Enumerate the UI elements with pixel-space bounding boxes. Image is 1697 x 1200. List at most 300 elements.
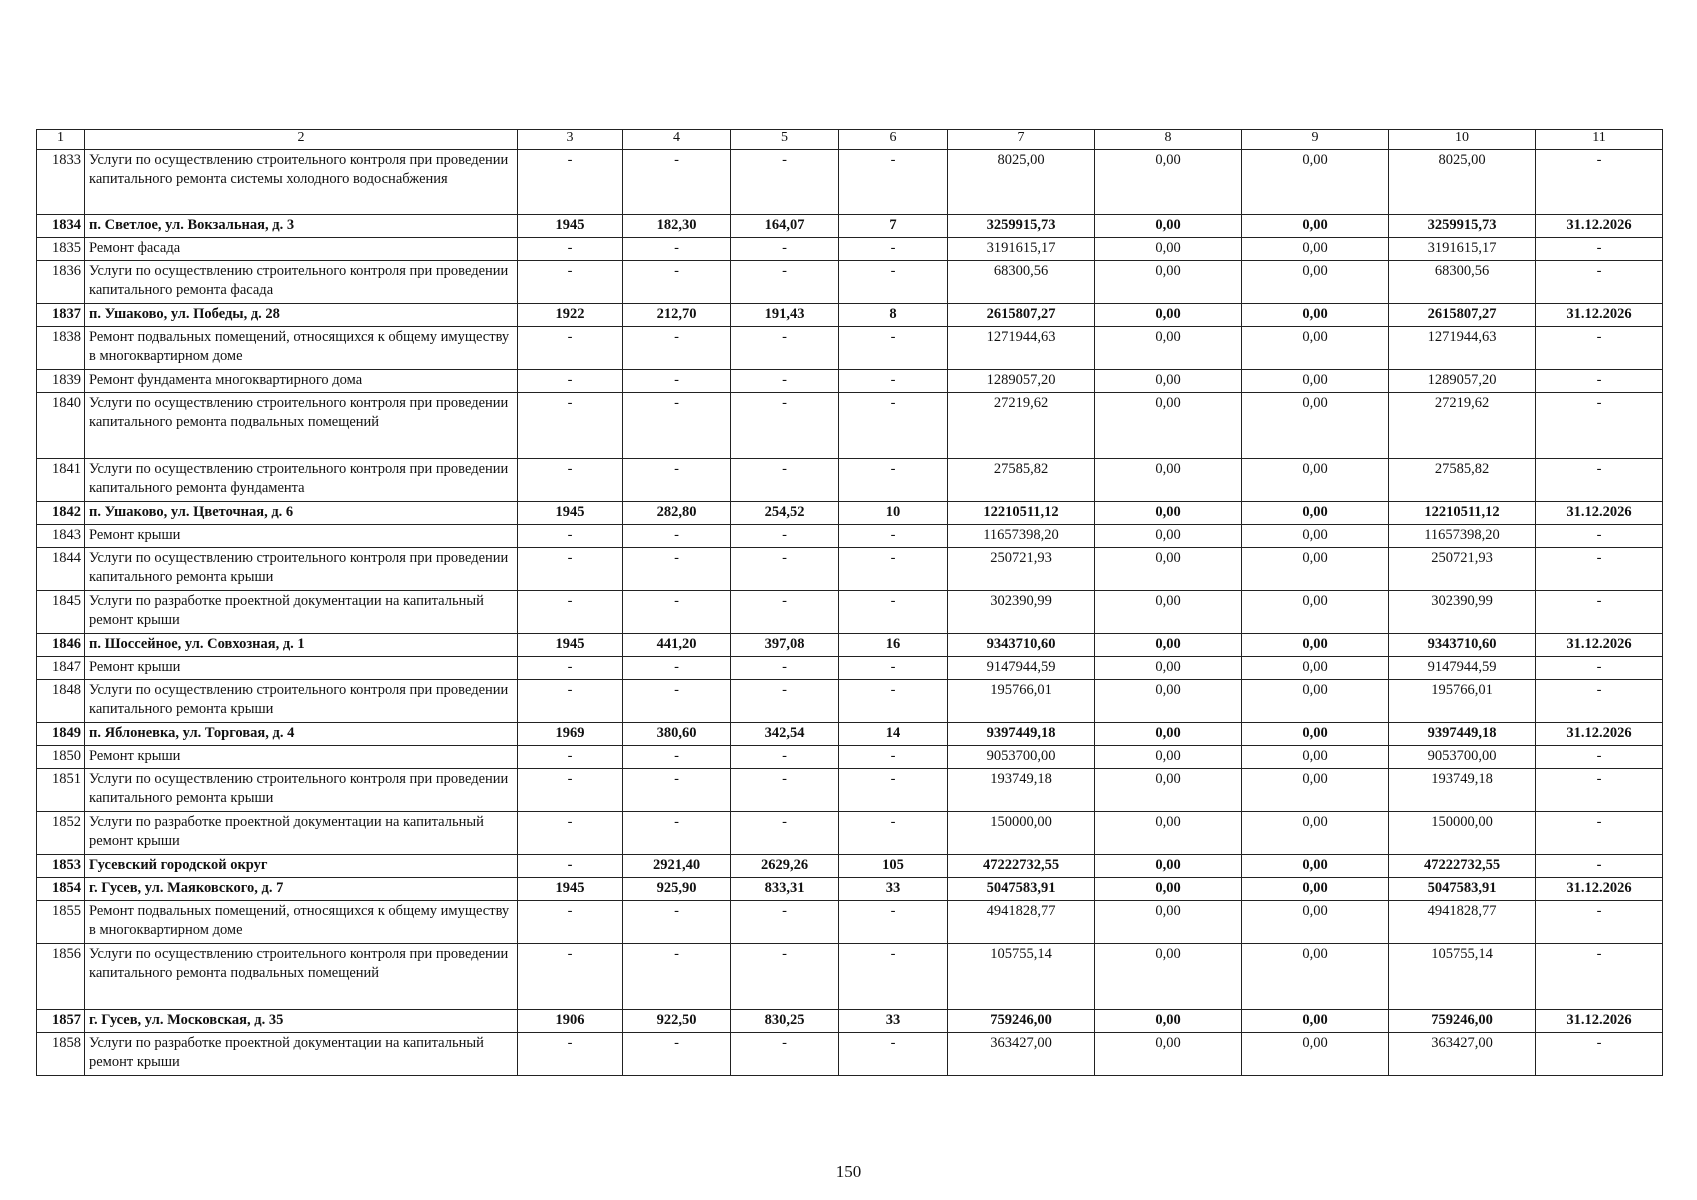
year-built-cell: - bbox=[518, 746, 623, 769]
residents-count-cell: - bbox=[839, 459, 948, 502]
fund-source-2-cell: 0,00 bbox=[1242, 680, 1389, 723]
completion-date-cell: 31.12.2026 bbox=[1536, 1010, 1663, 1033]
row-number-cell: 1858 bbox=[37, 1033, 85, 1076]
item-name-cell: Услуги по разработке проектной документации на капитальный ремонт крыши bbox=[85, 591, 518, 634]
residential-area-cell: - bbox=[731, 393, 839, 459]
year-built-cell: 1906 bbox=[518, 1010, 623, 1033]
table-row bbox=[37, 459, 1663, 502]
residents-count-cell: - bbox=[839, 944, 948, 1010]
row-number-cell: 1835 bbox=[37, 238, 85, 261]
total-cost-cell: 8025,00 bbox=[948, 150, 1095, 215]
fund-source-2-cell: 0,00 bbox=[1242, 878, 1389, 901]
total-cost-cell: 47222732,55 bbox=[948, 855, 1095, 878]
table-row bbox=[37, 370, 1663, 393]
fund-source-1-cell: 0,00 bbox=[1095, 502, 1242, 525]
residential-area-cell: - bbox=[731, 746, 839, 769]
year-built-cell: - bbox=[518, 370, 623, 393]
total-cost-cell: 12210511,12 bbox=[948, 502, 1095, 525]
table-row bbox=[37, 238, 1663, 261]
item-name-cell: Ремонт крыши bbox=[85, 657, 518, 680]
table-row bbox=[37, 327, 1663, 370]
residential-area-cell: 397,08 bbox=[731, 634, 839, 657]
row-number-cell: 1853 bbox=[37, 855, 85, 878]
residential-area-cell: 164,07 bbox=[731, 215, 839, 238]
item-name-cell: Ремонт крыши bbox=[85, 525, 518, 548]
completion-date-cell: - bbox=[1536, 393, 1663, 459]
row-number-cell: 1836 bbox=[37, 261, 85, 304]
year-built-cell: - bbox=[518, 238, 623, 261]
fund-source-2-cell: 0,00 bbox=[1242, 944, 1389, 1010]
completion-date-cell: 31.12.2026 bbox=[1536, 878, 1663, 901]
total-cost-cell: 1271944,63 bbox=[948, 327, 1095, 370]
item-name-cell: Услуги по осуществлению строительного контроля при проведении капитального ремонта крыши bbox=[85, 769, 518, 812]
total-area-cell: - bbox=[623, 393, 731, 459]
fund-source-2-cell: 0,00 bbox=[1242, 1010, 1389, 1033]
total-cost-cell: 250721,93 bbox=[948, 548, 1095, 591]
fund-source-2-cell: 0,00 bbox=[1242, 459, 1389, 502]
fund-source-1-cell: 0,00 bbox=[1095, 634, 1242, 657]
fund-source-2-cell: 0,00 bbox=[1242, 1033, 1389, 1076]
item-name-cell: Услуги по осуществлению строительного контроля при проведении капитального ремонта крыши bbox=[85, 680, 518, 723]
item-name-cell: Гусевский городской округ bbox=[85, 855, 518, 878]
year-built-cell: - bbox=[518, 680, 623, 723]
residents-count-cell: - bbox=[839, 769, 948, 812]
fund-source-3-cell: 250721,93 bbox=[1389, 548, 1536, 591]
fund-source-3-cell: 363427,00 bbox=[1389, 1033, 1536, 1076]
completion-date-cell: - bbox=[1536, 591, 1663, 634]
residential-area-cell: - bbox=[731, 901, 839, 944]
total-area-cell: - bbox=[623, 525, 731, 548]
fund-source-1-cell: 0,00 bbox=[1095, 855, 1242, 878]
completion-date-cell: - bbox=[1536, 746, 1663, 769]
item-name-cell: п. Светлое, ул. Вокзальная, д. 3 bbox=[85, 215, 518, 238]
column-header: 4 bbox=[623, 130, 731, 150]
residential-area-cell: - bbox=[731, 459, 839, 502]
capital-repair-table bbox=[36, 129, 1663, 1076]
fund-source-3-cell: 2615807,27 bbox=[1389, 304, 1536, 327]
item-name-cell: п. Ушаково, ул. Победы, д. 28 bbox=[85, 304, 518, 327]
item-name-cell: г. Гусев, ул. Московская, д. 35 bbox=[85, 1010, 518, 1033]
table-row bbox=[37, 746, 1663, 769]
table-row bbox=[37, 591, 1663, 634]
fund-source-2-cell: 0,00 bbox=[1242, 370, 1389, 393]
completion-date-cell: - bbox=[1536, 327, 1663, 370]
total-area-cell: - bbox=[623, 944, 731, 1010]
fund-source-2-cell: 0,00 bbox=[1242, 634, 1389, 657]
completion-date-cell: - bbox=[1536, 855, 1663, 878]
year-built-cell: - bbox=[518, 393, 623, 459]
fund-source-3-cell: 47222732,55 bbox=[1389, 855, 1536, 878]
column-number-row bbox=[37, 130, 1663, 150]
total-area-cell: - bbox=[623, 680, 731, 723]
row-number-cell: 1834 bbox=[37, 215, 85, 238]
fund-source-3-cell: 5047583,91 bbox=[1389, 878, 1536, 901]
residents-count-cell: - bbox=[839, 680, 948, 723]
residential-area-cell: - bbox=[731, 525, 839, 548]
total-cost-cell: 9053700,00 bbox=[948, 746, 1095, 769]
completion-date-cell: - bbox=[1536, 812, 1663, 855]
fund-source-1-cell: 0,00 bbox=[1095, 657, 1242, 680]
fund-source-1-cell: 0,00 bbox=[1095, 769, 1242, 812]
table-row bbox=[37, 657, 1663, 680]
row-number-cell: 1840 bbox=[37, 393, 85, 459]
fund-source-1-cell: 0,00 bbox=[1095, 944, 1242, 1010]
residents-count-cell: - bbox=[839, 393, 948, 459]
fund-source-1-cell: 0,00 bbox=[1095, 327, 1242, 370]
residents-count-cell: - bbox=[839, 238, 948, 261]
row-number-cell: 1854 bbox=[37, 878, 85, 901]
fund-source-2-cell: 0,00 bbox=[1242, 327, 1389, 370]
residents-count-cell: 33 bbox=[839, 878, 948, 901]
table-row bbox=[37, 944, 1663, 1010]
item-name-cell: Услуги по осуществлению строительного контроля при проведении капитального ремонта подвальных помещений bbox=[85, 393, 518, 459]
fund-source-3-cell: 68300,56 bbox=[1389, 261, 1536, 304]
row-number-cell: 1833 bbox=[37, 150, 85, 215]
total-area-cell: - bbox=[623, 370, 731, 393]
table-row bbox=[37, 769, 1663, 812]
row-number-cell: 1837 bbox=[37, 304, 85, 327]
table-row bbox=[37, 502, 1663, 525]
item-name-cell: п. Ушаково, ул. Цветочная, д. 6 bbox=[85, 502, 518, 525]
residential-area-cell: - bbox=[731, 327, 839, 370]
completion-date-cell: 31.12.2026 bbox=[1536, 502, 1663, 525]
fund-source-1-cell: 0,00 bbox=[1095, 548, 1242, 591]
table-row bbox=[37, 261, 1663, 304]
total-area-cell: 441,20 bbox=[623, 634, 731, 657]
residents-count-cell: 16 bbox=[839, 634, 948, 657]
fund-source-3-cell: 8025,00 bbox=[1389, 150, 1536, 215]
column-header: 6 bbox=[839, 130, 948, 150]
total-cost-cell: 27585,82 bbox=[948, 459, 1095, 502]
fund-source-3-cell: 3191615,17 bbox=[1389, 238, 1536, 261]
fund-source-1-cell: 0,00 bbox=[1095, 261, 1242, 304]
fund-source-3-cell: 9397449,18 bbox=[1389, 723, 1536, 746]
row-number-cell: 1839 bbox=[37, 370, 85, 393]
row-number-cell: 1849 bbox=[37, 723, 85, 746]
row-number-cell: 1838 bbox=[37, 327, 85, 370]
residential-area-cell: 191,43 bbox=[731, 304, 839, 327]
fund-source-1-cell: 0,00 bbox=[1095, 525, 1242, 548]
item-name-cell: Услуги по осуществлению строительного контроля при проведении капитального ремонта системы холодного водоснабжения bbox=[85, 150, 518, 215]
column-header: 1 bbox=[37, 130, 85, 150]
year-built-cell: - bbox=[518, 150, 623, 215]
total-cost-cell: 3191615,17 bbox=[948, 238, 1095, 261]
residents-count-cell: - bbox=[839, 746, 948, 769]
residential-area-cell: 342,54 bbox=[731, 723, 839, 746]
residential-area-cell: 254,52 bbox=[731, 502, 839, 525]
total-cost-cell: 68300,56 bbox=[948, 261, 1095, 304]
residential-area-cell: - bbox=[731, 150, 839, 215]
year-built-cell: 1969 bbox=[518, 723, 623, 746]
total-cost-cell: 11657398,20 bbox=[948, 525, 1095, 548]
year-built-cell: - bbox=[518, 548, 623, 591]
completion-date-cell: - bbox=[1536, 769, 1663, 812]
year-built-cell: 1945 bbox=[518, 215, 623, 238]
residential-area-cell: - bbox=[731, 769, 839, 812]
fund-source-3-cell: 27585,82 bbox=[1389, 459, 1536, 502]
year-built-cell: - bbox=[518, 261, 623, 304]
column-header: 5 bbox=[731, 130, 839, 150]
table-row bbox=[37, 1010, 1663, 1033]
item-name-cell: Ремонт крыши bbox=[85, 746, 518, 769]
table-row bbox=[37, 304, 1663, 327]
column-header: 10 bbox=[1389, 130, 1536, 150]
fund-source-2-cell: 0,00 bbox=[1242, 261, 1389, 304]
completion-date-cell: - bbox=[1536, 680, 1663, 723]
total-area-cell: 2921,40 bbox=[623, 855, 731, 878]
row-number-cell: 1841 bbox=[37, 459, 85, 502]
year-built-cell: - bbox=[518, 657, 623, 680]
total-area-cell: - bbox=[623, 769, 731, 812]
completion-date-cell: - bbox=[1536, 238, 1663, 261]
residential-area-cell: 2629,26 bbox=[731, 855, 839, 878]
fund-source-3-cell: 302390,99 bbox=[1389, 591, 1536, 634]
total-area-cell: - bbox=[623, 1033, 731, 1076]
fund-source-1-cell: 0,00 bbox=[1095, 215, 1242, 238]
total-area-cell: - bbox=[623, 327, 731, 370]
residential-area-cell: - bbox=[731, 680, 839, 723]
residential-area-cell: - bbox=[731, 261, 839, 304]
row-number-cell: 1855 bbox=[37, 901, 85, 944]
year-built-cell: - bbox=[518, 901, 623, 944]
total-cost-cell: 2615807,27 bbox=[948, 304, 1095, 327]
total-cost-cell: 9147944,59 bbox=[948, 657, 1095, 680]
completion-date-cell: 31.12.2026 bbox=[1536, 723, 1663, 746]
fund-source-1-cell: 0,00 bbox=[1095, 723, 1242, 746]
item-name-cell: Услуги по осуществлению строительного контроля при проведении капитального ремонта фасада bbox=[85, 261, 518, 304]
fund-source-3-cell: 11657398,20 bbox=[1389, 525, 1536, 548]
row-number-cell: 1852 bbox=[37, 812, 85, 855]
residents-count-cell: 7 bbox=[839, 215, 948, 238]
residential-area-cell: - bbox=[731, 944, 839, 1010]
item-name-cell: Ремонт фасада bbox=[85, 238, 518, 261]
table-row bbox=[37, 393, 1663, 459]
row-number-cell: 1846 bbox=[37, 634, 85, 657]
fund-source-1-cell: 0,00 bbox=[1095, 238, 1242, 261]
residential-area-cell: 833,31 bbox=[731, 878, 839, 901]
year-built-cell: - bbox=[518, 525, 623, 548]
residents-count-cell: - bbox=[839, 812, 948, 855]
fund-source-2-cell: 0,00 bbox=[1242, 855, 1389, 878]
fund-source-1-cell: 0,00 bbox=[1095, 680, 1242, 723]
fund-source-1-cell: 0,00 bbox=[1095, 459, 1242, 502]
completion-date-cell: - bbox=[1536, 525, 1663, 548]
table-row bbox=[37, 812, 1663, 855]
row-number-cell: 1851 bbox=[37, 769, 85, 812]
fund-source-2-cell: 0,00 bbox=[1242, 657, 1389, 680]
residential-area-cell: - bbox=[731, 657, 839, 680]
table-row bbox=[37, 1033, 1663, 1076]
year-built-cell: - bbox=[518, 812, 623, 855]
year-built-cell: - bbox=[518, 591, 623, 634]
row-number-cell: 1857 bbox=[37, 1010, 85, 1033]
completion-date-cell: - bbox=[1536, 1033, 1663, 1076]
fund-source-3-cell: 3259915,73 bbox=[1389, 215, 1536, 238]
total-area-cell: - bbox=[623, 150, 731, 215]
residents-count-cell: - bbox=[839, 657, 948, 680]
completion-date-cell: - bbox=[1536, 150, 1663, 215]
fund-source-2-cell: 0,00 bbox=[1242, 238, 1389, 261]
table-row bbox=[37, 878, 1663, 901]
fund-source-3-cell: 12210511,12 bbox=[1389, 502, 1536, 525]
total-area-cell: - bbox=[623, 238, 731, 261]
item-name-cell: Услуги по осуществлению строительного контроля при проведении капитального ремонта крыши bbox=[85, 548, 518, 591]
total-cost-cell: 195766,01 bbox=[948, 680, 1095, 723]
total-area-cell: - bbox=[623, 261, 731, 304]
item-name-cell: Ремонт подвальных помещений, относящихся к общему имуществу в многоквартирном доме bbox=[85, 327, 518, 370]
residents-count-cell: - bbox=[839, 591, 948, 634]
fund-source-2-cell: 0,00 bbox=[1242, 901, 1389, 944]
total-cost-cell: 9343710,60 bbox=[948, 634, 1095, 657]
total-area-cell: 922,50 bbox=[623, 1010, 731, 1033]
fund-source-2-cell: 0,00 bbox=[1242, 769, 1389, 812]
residents-count-cell: - bbox=[839, 370, 948, 393]
completion-date-cell: - bbox=[1536, 548, 1663, 591]
fund-source-3-cell: 9343710,60 bbox=[1389, 634, 1536, 657]
column-header: 11 bbox=[1536, 130, 1663, 150]
table-row bbox=[37, 723, 1663, 746]
fund-source-2-cell: 0,00 bbox=[1242, 548, 1389, 591]
table-row bbox=[37, 525, 1663, 548]
year-built-cell: - bbox=[518, 944, 623, 1010]
residents-count-cell: - bbox=[839, 901, 948, 944]
fund-source-1-cell: 0,00 bbox=[1095, 901, 1242, 944]
row-number-cell: 1844 bbox=[37, 548, 85, 591]
fund-source-2-cell: 0,00 bbox=[1242, 150, 1389, 215]
table-row bbox=[37, 215, 1663, 238]
total-area-cell: - bbox=[623, 548, 731, 591]
total-area-cell: 282,80 bbox=[623, 502, 731, 525]
fund-source-2-cell: 0,00 bbox=[1242, 502, 1389, 525]
residential-area-cell: - bbox=[731, 591, 839, 634]
total-area-cell: 380,60 bbox=[623, 723, 731, 746]
fund-source-3-cell: 1271944,63 bbox=[1389, 327, 1536, 370]
fund-source-1-cell: 0,00 bbox=[1095, 150, 1242, 215]
total-area-cell: - bbox=[623, 901, 731, 944]
row-number-cell: 1845 bbox=[37, 591, 85, 634]
fund-source-3-cell: 27219,62 bbox=[1389, 393, 1536, 459]
fund-source-1-cell: 0,00 bbox=[1095, 746, 1242, 769]
total-area-cell: 182,30 bbox=[623, 215, 731, 238]
total-cost-cell: 759246,00 bbox=[948, 1010, 1095, 1033]
residents-count-cell: 8 bbox=[839, 304, 948, 327]
fund-source-3-cell: 4941828,77 bbox=[1389, 901, 1536, 944]
column-header: 8 bbox=[1095, 130, 1242, 150]
table-row bbox=[37, 150, 1663, 215]
item-name-cell: Услуги по осуществлению строительного контроля при проведении капитального ремонта фундамента bbox=[85, 459, 518, 502]
total-area-cell: - bbox=[623, 459, 731, 502]
residential-area-cell: - bbox=[731, 548, 839, 591]
table-row bbox=[37, 634, 1663, 657]
residential-area-cell: - bbox=[731, 1033, 839, 1076]
year-built-cell: - bbox=[518, 769, 623, 812]
fund-source-2-cell: 0,00 bbox=[1242, 746, 1389, 769]
column-header: 7 bbox=[948, 130, 1095, 150]
residents-count-cell: 10 bbox=[839, 502, 948, 525]
total-cost-cell: 4941828,77 bbox=[948, 901, 1095, 944]
total-cost-cell: 150000,00 bbox=[948, 812, 1095, 855]
total-cost-cell: 302390,99 bbox=[948, 591, 1095, 634]
document-sheet bbox=[36, 129, 1662, 1076]
row-number-cell: 1847 bbox=[37, 657, 85, 680]
table-body bbox=[37, 150, 1663, 1076]
fund-source-3-cell: 9147944,59 bbox=[1389, 657, 1536, 680]
residential-area-cell: - bbox=[731, 238, 839, 261]
fund-source-1-cell: 0,00 bbox=[1095, 812, 1242, 855]
completion-date-cell: - bbox=[1536, 459, 1663, 502]
total-area-cell: 925,90 bbox=[623, 878, 731, 901]
completion-date-cell: - bbox=[1536, 944, 1663, 1010]
row-number-cell: 1843 bbox=[37, 525, 85, 548]
year-built-cell: - bbox=[518, 327, 623, 370]
fund-source-3-cell: 9053700,00 bbox=[1389, 746, 1536, 769]
item-name-cell: г. Гусев, ул. Маяковского, д. 7 bbox=[85, 878, 518, 901]
residents-count-cell: - bbox=[839, 261, 948, 304]
fund-source-2-cell: 0,00 bbox=[1242, 393, 1389, 459]
residents-count-cell: - bbox=[839, 1033, 948, 1076]
fund-source-2-cell: 0,00 bbox=[1242, 723, 1389, 746]
completion-date-cell: - bbox=[1536, 657, 1663, 680]
year-built-cell: - bbox=[518, 1033, 623, 1076]
total-area-cell: - bbox=[623, 657, 731, 680]
completion-date-cell: 31.12.2026 bbox=[1536, 215, 1663, 238]
year-built-cell: - bbox=[518, 459, 623, 502]
year-built-cell: 1922 bbox=[518, 304, 623, 327]
residential-area-cell: 830,25 bbox=[731, 1010, 839, 1033]
item-name-cell: Услуги по разработке проектной документации на капитальный ремонт крыши bbox=[85, 812, 518, 855]
residents-count-cell: - bbox=[839, 150, 948, 215]
fund-source-3-cell: 759246,00 bbox=[1389, 1010, 1536, 1033]
row-number-cell: 1856 bbox=[37, 944, 85, 1010]
fund-source-1-cell: 0,00 bbox=[1095, 304, 1242, 327]
year-built-cell: 1945 bbox=[518, 502, 623, 525]
total-cost-cell: 105755,14 bbox=[948, 944, 1095, 1010]
fund-source-1-cell: 0,00 bbox=[1095, 878, 1242, 901]
fund-source-2-cell: 0,00 bbox=[1242, 812, 1389, 855]
item-name-cell: п. Шоссейное, ул. Совхозная, д. 1 bbox=[85, 634, 518, 657]
total-area-cell: - bbox=[623, 591, 731, 634]
completion-date-cell: - bbox=[1536, 901, 1663, 944]
residential-area-cell: - bbox=[731, 370, 839, 393]
column-header: 2 bbox=[85, 130, 518, 150]
row-number-cell: 1848 bbox=[37, 680, 85, 723]
table-row bbox=[37, 901, 1663, 944]
fund-source-1-cell: 0,00 bbox=[1095, 1033, 1242, 1076]
total-cost-cell: 5047583,91 bbox=[948, 878, 1095, 901]
total-cost-cell: 3259915,73 bbox=[948, 215, 1095, 238]
fund-source-2-cell: 0,00 bbox=[1242, 215, 1389, 238]
total-cost-cell: 27219,62 bbox=[948, 393, 1095, 459]
item-name-cell: Услуги по разработке проектной документации на капитальный ремонт крыши bbox=[85, 1033, 518, 1076]
column-header: 9 bbox=[1242, 130, 1389, 150]
table-row bbox=[37, 548, 1663, 591]
residents-count-cell: 33 bbox=[839, 1010, 948, 1033]
year-built-cell: 1945 bbox=[518, 878, 623, 901]
fund-source-3-cell: 193749,18 bbox=[1389, 769, 1536, 812]
completion-date-cell: - bbox=[1536, 370, 1663, 393]
fund-source-3-cell: 105755,14 bbox=[1389, 944, 1536, 1010]
item-name-cell: Ремонт подвальных помещений, относящихся к общему имуществу в многоквартирном доме bbox=[85, 901, 518, 944]
residents-count-cell: - bbox=[839, 525, 948, 548]
residents-count-cell: - bbox=[839, 548, 948, 591]
completion-date-cell: 31.12.2026 bbox=[1536, 304, 1663, 327]
page-number: 150 bbox=[835, 1162, 862, 1181]
residential-area-cell: - bbox=[731, 812, 839, 855]
item-name-cell: Услуги по осуществлению строительного контроля при проведении капитального ремонта подвальных помещений bbox=[85, 944, 518, 1010]
total-cost-cell: 1289057,20 bbox=[948, 370, 1095, 393]
total-cost-cell: 363427,00 bbox=[948, 1033, 1095, 1076]
row-number-cell: 1842 bbox=[37, 502, 85, 525]
